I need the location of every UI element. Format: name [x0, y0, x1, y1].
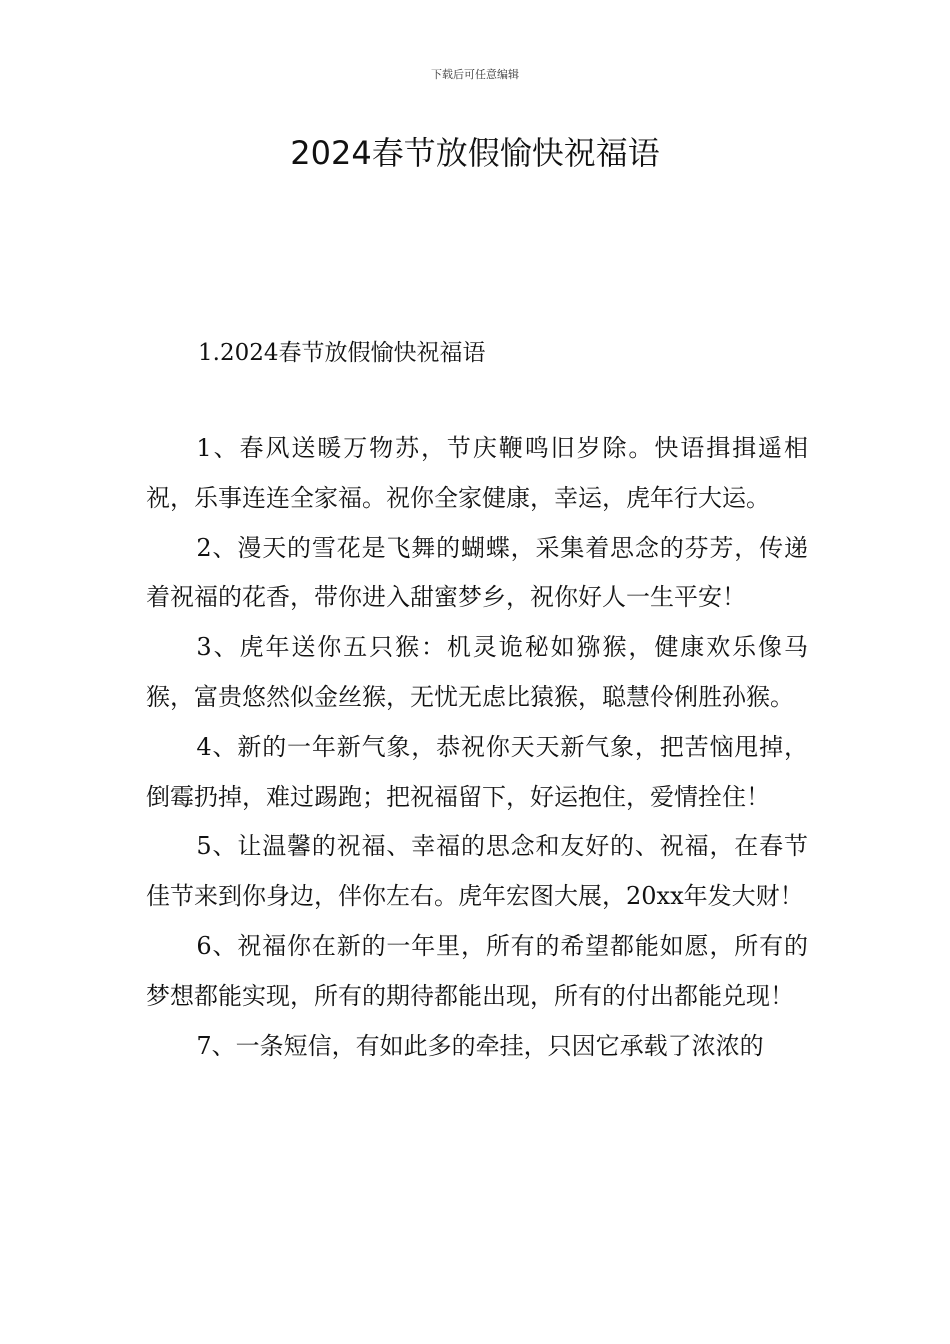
paragraph-7: 7、一条短信，有如此多的牵挂，只因它承载了浓浓的: [196, 1031, 764, 1060]
header-note: 下载后可任意编辑: [431, 68, 519, 81]
document-title: 2024春节放假愉快祝福语: [290, 134, 660, 172]
paragraph-3: 3、虎年送你五只猴：机灵诡秘如猕猴，健康欢乐像马猴，富贵悠然似金丝猴，无忧无虑比猿猴，聪慧伶俐胜孙猴。: [146, 633, 808, 711]
paragraph-5: 5、让温馨的祝福、幸福的思念和友好的、祝福，在春节佳节来到你身边，伴你左右。虎年宏图大展，20xx年发大财！: [146, 832, 808, 911]
paragraph-6: 6、祝福你在新的一年里，所有的希望都能如愿，所有的梦想都能实现，所有的期待都能出现，所有的付出都能兑现！: [146, 931, 808, 1010]
body-text: [146, 424, 808, 1071]
paragraph-2: 2、漫天的雪花是飞舞的蝴蝶，采集着思念的芬芳，传递着祝福的花香，带你进入甜蜜梦乡，祝你好人一生平安！: [146, 533, 808, 612]
section-heading: 1.2024春节放假愉快祝福语: [198, 340, 486, 366]
paragraph-4: 4、新的一年新气象，恭祝你天天新气象，把苦恼甩掉，倒霉扔掉，难过踢跑；把祝福留下，好运抱住，爱情拴住！: [146, 732, 808, 811]
paragraph-1: 1、春风送暖万物苏，节庆鞭鸣旧岁除。快语揖揖遥相祝，乐事连连全家福。祝你全家健康，幸运，虎年行大运。: [146, 434, 808, 512]
